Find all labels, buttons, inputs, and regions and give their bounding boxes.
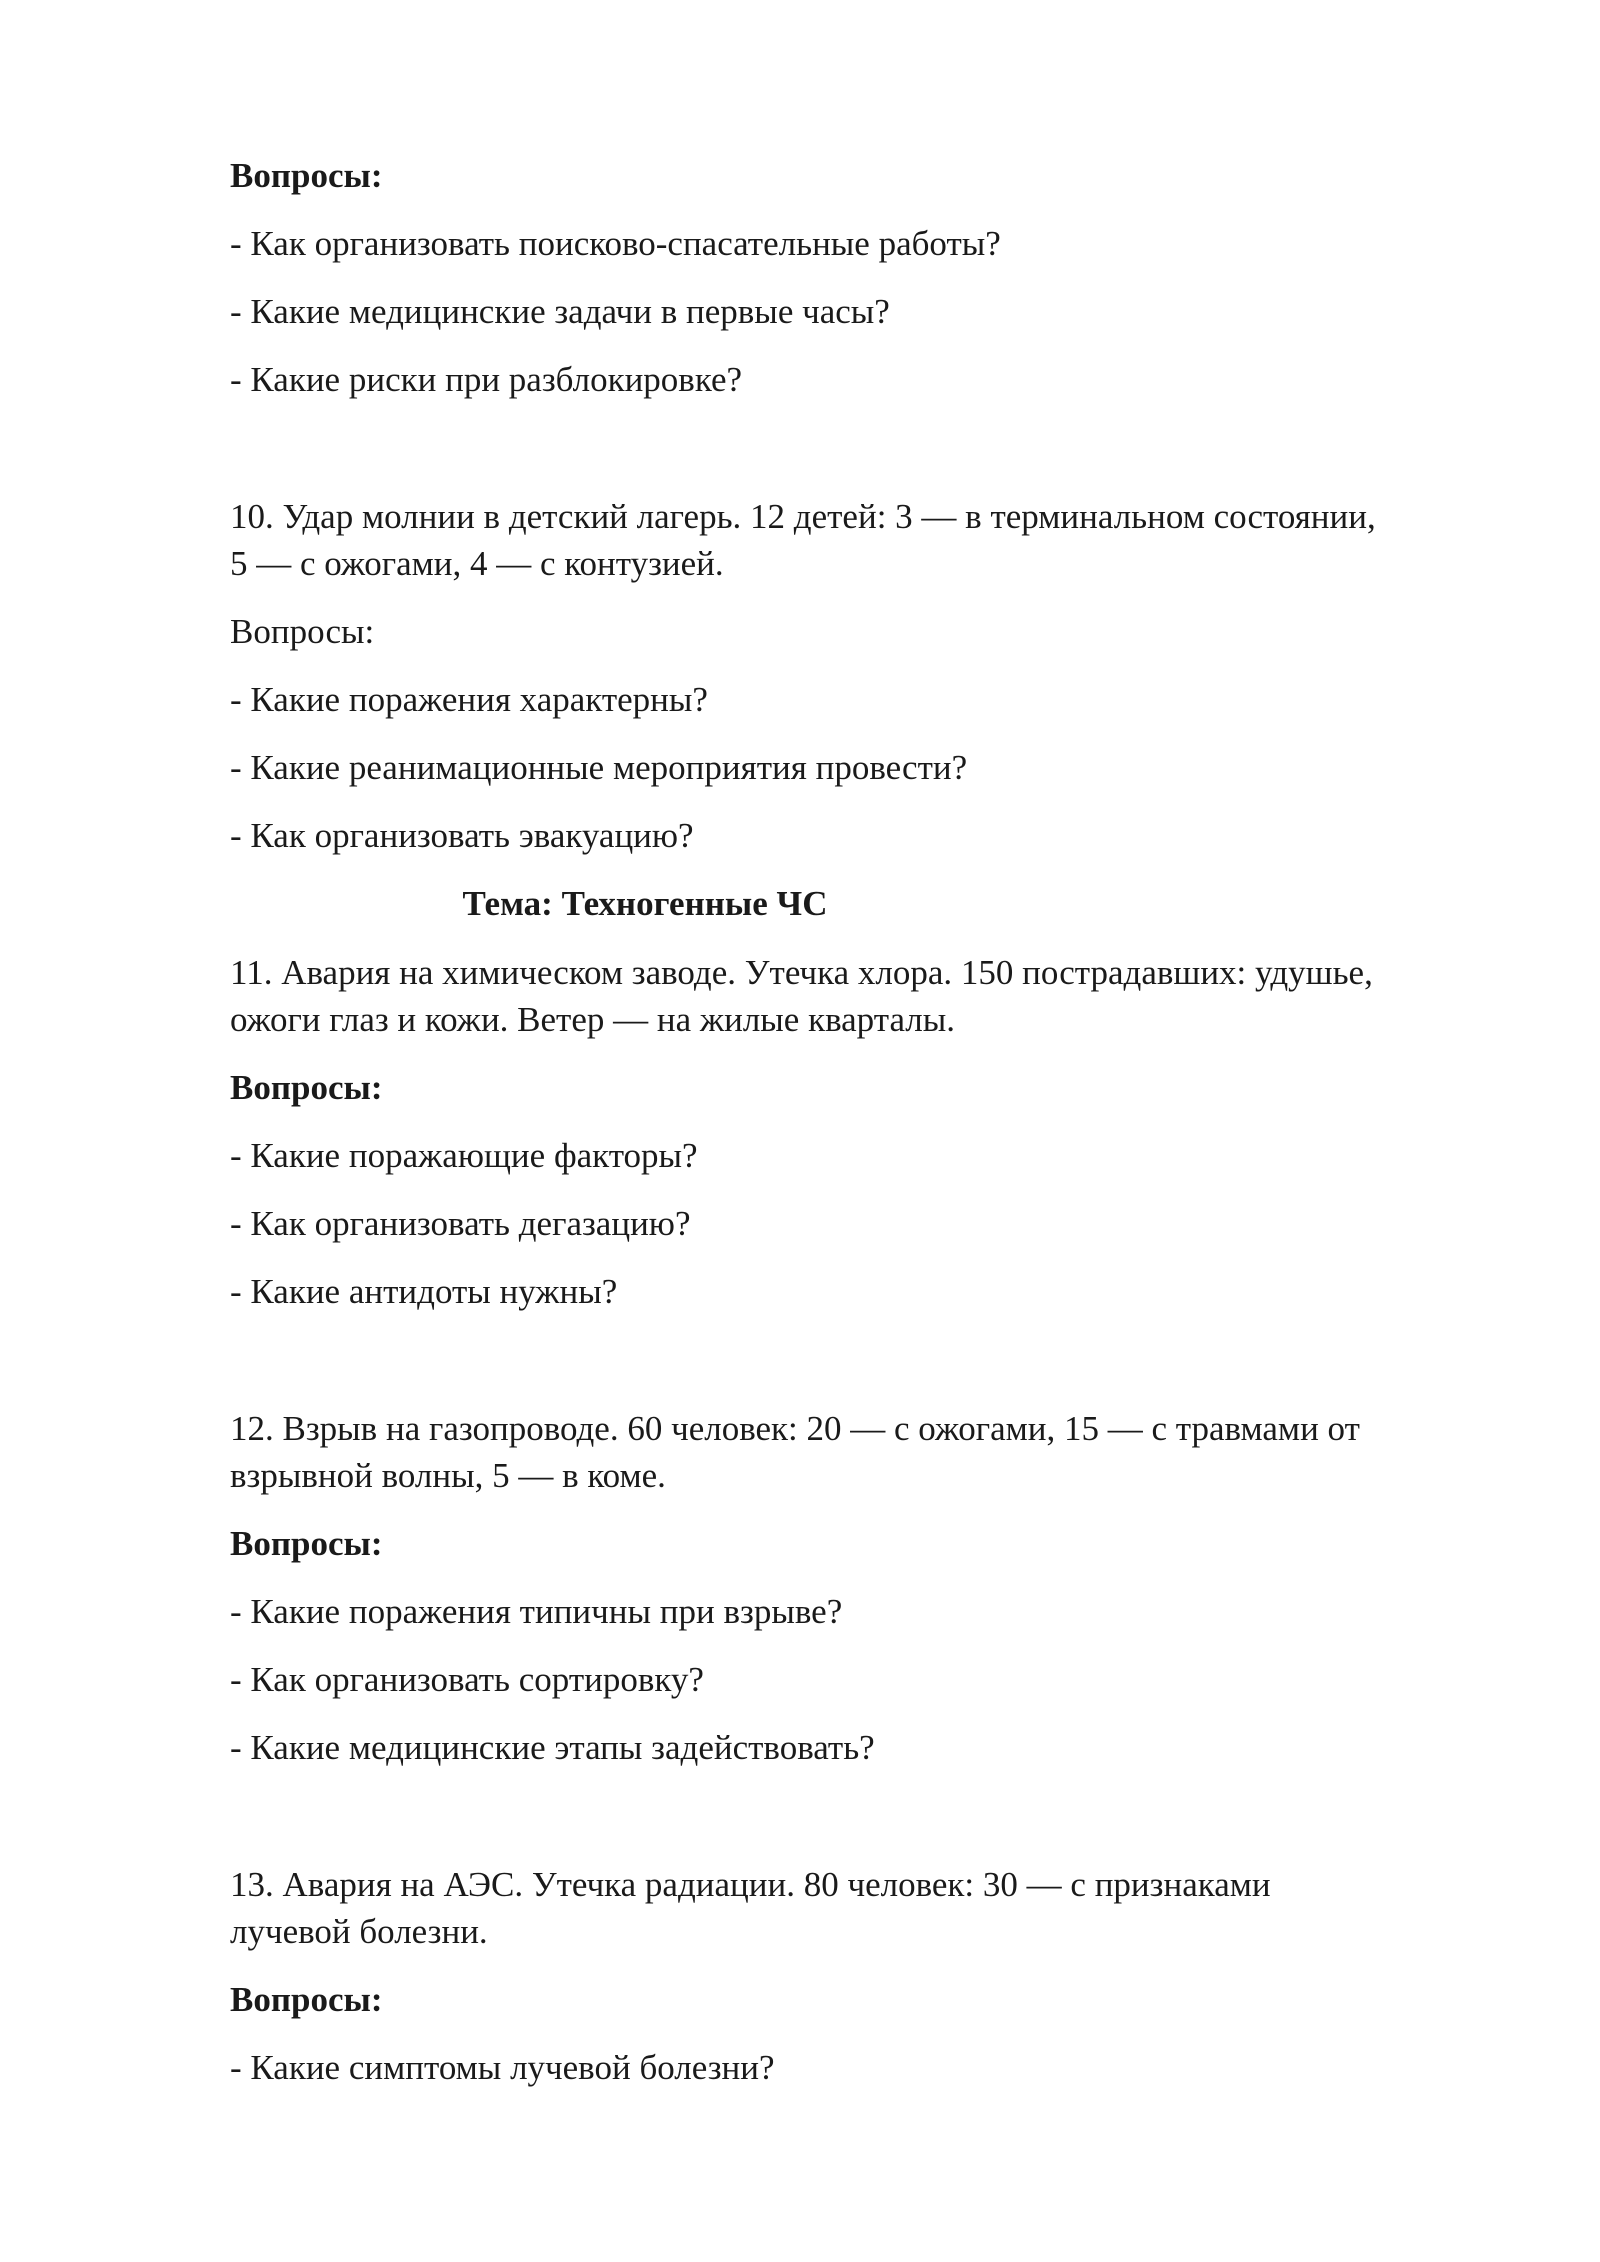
case-13-text: 13. Авария на АЭС. Утечка радиации. 80 человек: 30 — с признаками — [230, 1865, 1271, 1904]
question-item: - Какие поражения типичны при взрыве? — [230, 1592, 843, 1631]
questions-heading: Вопросы: — [230, 1068, 383, 1107]
question-item: - Какие реанимационные мероприятия провести? — [230, 748, 968, 787]
case-10-text: 5 — с ожогами, 4 — с контузией. — [230, 544, 724, 583]
question-item: - Какие антидоты нужны? — [230, 1272, 618, 1311]
case-12-text: 12. Взрыв на газопроводе. 60 человек: 20 — с ожогами, 15 — с травмами от — [230, 1409, 1360, 1448]
question-item: - Какие поражающие факторы? — [230, 1136, 698, 1175]
questions-heading: Вопросы: — [230, 612, 375, 651]
question-item: - Как организовать поисково-спасательные работы? — [230, 224, 1001, 263]
question-item: - Какие симптомы лучевой болезни? — [230, 2048, 775, 2087]
question-item: - Как организовать дегазацию? — [230, 1204, 691, 1243]
case-12-text: взрывной волны, 5 — в коме. — [230, 1456, 666, 1495]
case-11-text: ожоги глаз и кожи. Ветер — на жилые кварталы. — [230, 1000, 956, 1039]
question-item: - Как организовать эвакуацию? — [230, 816, 694, 855]
questions-heading: Вопросы: — [230, 1524, 383, 1563]
question-item: - Какие поражения характерны? — [230, 680, 708, 719]
case-10-text: 10. Удар молнии в детский лагерь. 12 детей: 3 — в терминальном состоянии, — [230, 497, 1376, 536]
questions-heading: Вопросы: — [230, 156, 383, 195]
case-11-text: 11. Авария на химическом заводе. Утечка хлора. 150 пострадавших: удушье, — [230, 953, 1373, 992]
question-item: - Как организовать сортировку? — [230, 1660, 704, 1699]
question-item: - Какие медицинские этапы задействовать? — [230, 1728, 875, 1767]
case-13-text: лучевой болезни. — [230, 1912, 488, 1951]
question-item: - Какие риски при разблокировке? — [230, 360, 743, 399]
questions-heading: Вопросы: — [230, 1980, 383, 2019]
question-item: - Какие медицинские задачи в первые часы? — [230, 292, 890, 331]
topic-heading: Тема: Техногенные ЧС — [462, 884, 828, 923]
